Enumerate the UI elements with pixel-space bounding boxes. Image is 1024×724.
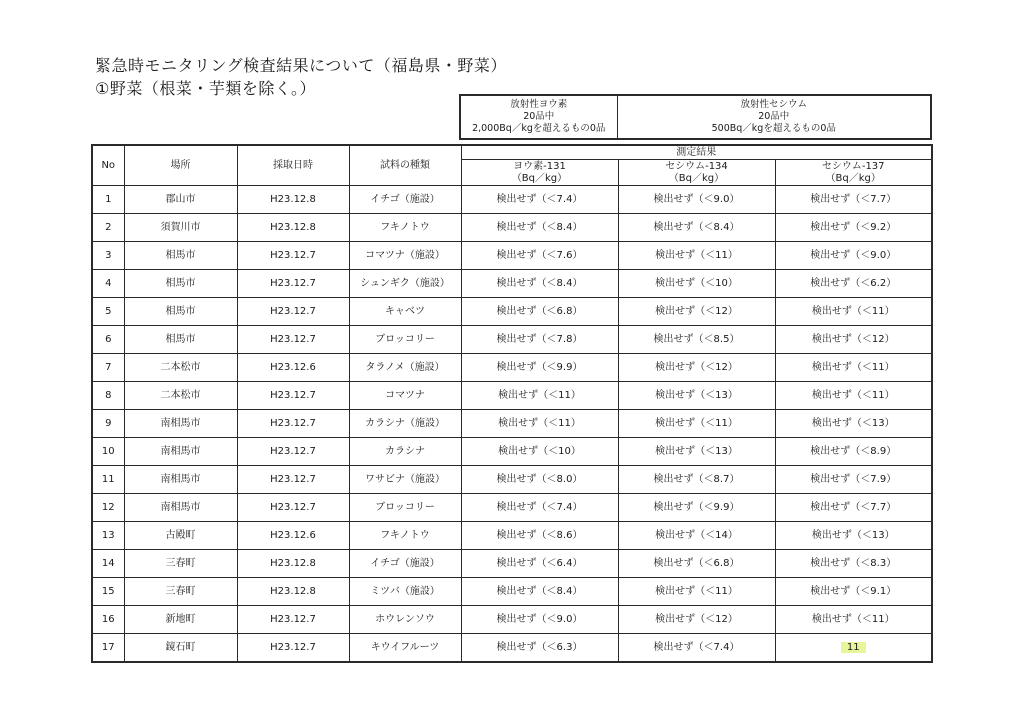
cell-date: H23.12.8 bbox=[237, 578, 349, 606]
cell-cs134: 検出せず（＜10） bbox=[618, 270, 775, 298]
cell-cs134: 検出せず（＜9.9） bbox=[618, 494, 775, 522]
cell-cs137: 検出せず（＜7.7） bbox=[775, 186, 932, 214]
cell-date: H23.12.8 bbox=[237, 550, 349, 578]
cell-i131: 検出せず（＜7.6） bbox=[461, 242, 618, 270]
cell-date: H23.12.7 bbox=[237, 270, 349, 298]
table-row bbox=[92, 494, 932, 522]
table-row bbox=[92, 606, 932, 634]
cell-cs134: 検出せず（＜8.7） bbox=[618, 466, 775, 494]
cell-place: 三春町 bbox=[124, 578, 237, 606]
cell-place: 相馬市 bbox=[124, 242, 237, 270]
cell-sample: ブロッコリー bbox=[349, 494, 461, 522]
cell-date: H23.12.7 bbox=[237, 242, 349, 270]
cell-i131: 検出せず（＜7.4） bbox=[461, 186, 618, 214]
cell-place: 南相馬市 bbox=[124, 494, 237, 522]
cell-sample: キャベツ bbox=[349, 298, 461, 326]
cell-place: 須賀川市 bbox=[124, 214, 237, 242]
cell-place: 南相馬市 bbox=[124, 410, 237, 438]
cell-sample: コマツナ bbox=[349, 382, 461, 410]
table-row bbox=[92, 270, 932, 298]
summary-iodine-threshold: 2,000Bq／kgを超えるもの0品 bbox=[472, 123, 606, 134]
cell-date: H23.12.6 bbox=[237, 522, 349, 550]
cell-i131: 検出せず（＜9.9） bbox=[461, 354, 618, 382]
cell-no: 2 bbox=[92, 214, 124, 242]
cell-i131: 検出せず（＜7.4） bbox=[461, 494, 618, 522]
cell-place: 鏡石町 bbox=[124, 634, 237, 663]
cell-cs137: 検出せず（＜11） bbox=[775, 606, 932, 634]
cell-cs137: 検出せず（＜9.2） bbox=[775, 214, 932, 242]
table-row bbox=[92, 634, 932, 663]
cell-cs137: 検出せず（＜8.3） bbox=[775, 550, 932, 578]
cell-i131: 検出せず（＜10） bbox=[461, 438, 618, 466]
cell-date: H23.12.8 bbox=[237, 214, 349, 242]
cell-date: H23.12.7 bbox=[237, 410, 349, 438]
cell-place: 新地町 bbox=[124, 606, 237, 634]
cell-date: H23.12.7 bbox=[237, 494, 349, 522]
cell-cs134: 検出せず（＜8.4） bbox=[618, 214, 775, 242]
table-row bbox=[92, 354, 932, 382]
cell-cs137: 検出せず（＜13） bbox=[775, 522, 932, 550]
header-cs134-unit: （Bq／kg） bbox=[668, 172, 725, 184]
cell-place: 二本松市 bbox=[124, 354, 237, 382]
cell-sample: イチゴ（施設） bbox=[349, 550, 461, 578]
cell-sample: ワサビナ（施設） bbox=[349, 466, 461, 494]
table-row bbox=[92, 382, 932, 410]
cell-cs137: 検出せず（＜9.0） bbox=[775, 242, 932, 270]
cell-sample: ブロッコリー bbox=[349, 326, 461, 354]
highlighted-value: 11 bbox=[841, 642, 866, 653]
cell-cs134: 検出せず（＜12） bbox=[618, 298, 775, 326]
summary-iodine-count: 20品中 bbox=[523, 111, 555, 122]
cell-i131: 検出せず（＜8.4） bbox=[461, 270, 618, 298]
cell-place: 古殿町 bbox=[124, 522, 237, 550]
table-row bbox=[92, 298, 932, 326]
cell-i131: 検出せず（＜11） bbox=[461, 410, 618, 438]
table-row bbox=[92, 466, 932, 494]
summary-table bbox=[459, 94, 932, 140]
header-result: 測定結果 bbox=[461, 145, 932, 160]
table-row bbox=[92, 326, 932, 354]
cell-no: 17 bbox=[92, 634, 124, 663]
cell-cs137: 検出せず（＜9.1） bbox=[775, 578, 932, 606]
cell-i131: 検出せず（＜6.3） bbox=[461, 634, 618, 663]
cell-cs137: 検出せず（＜13） bbox=[775, 410, 932, 438]
cell-cs134: 検出せず（＜11） bbox=[618, 578, 775, 606]
cell-date: H23.12.8 bbox=[237, 186, 349, 214]
cell-place: 郡山市 bbox=[124, 186, 237, 214]
cell-place: 南相馬市 bbox=[124, 438, 237, 466]
cell-cs134: 検出せず（＜8.5） bbox=[618, 326, 775, 354]
cell-cs134: 検出せず（＜11） bbox=[618, 242, 775, 270]
cell-no: 6 bbox=[92, 326, 124, 354]
cell-sample: カラシナ bbox=[349, 438, 461, 466]
table-row bbox=[92, 578, 932, 606]
header-cs134-label: セシウム-134 bbox=[665, 160, 728, 172]
table-row bbox=[92, 550, 932, 578]
cell-cs134: 検出せず（＜7.4） bbox=[618, 634, 775, 663]
cell-no: 9 bbox=[92, 410, 124, 438]
cell-date: H23.12.6 bbox=[237, 354, 349, 382]
cell-cs137: 検出せず（＜7.7） bbox=[775, 494, 932, 522]
cell-no: 5 bbox=[92, 298, 124, 326]
cell-no: 1 bbox=[92, 186, 124, 214]
cell-cs134: 検出せず（＜6.8） bbox=[618, 550, 775, 578]
header-place: 場所 bbox=[124, 145, 237, 186]
cell-sample: ホウレンソウ bbox=[349, 606, 461, 634]
header-date: 採取日時 bbox=[237, 145, 349, 186]
results-body bbox=[92, 186, 932, 663]
cell-place: 二本松市 bbox=[124, 382, 237, 410]
summary-cesium-count: 20品中 bbox=[758, 111, 790, 122]
cell-cs134: 検出せず（＜14） bbox=[618, 522, 775, 550]
table-row bbox=[92, 522, 932, 550]
cell-date: H23.12.7 bbox=[237, 606, 349, 634]
cell-sample: コマツナ（施設） bbox=[349, 242, 461, 270]
header-i131-unit: （Bq／kg） bbox=[511, 172, 568, 184]
cell-cs134: 検出せず（＜13） bbox=[618, 438, 775, 466]
cell-no: 3 bbox=[92, 242, 124, 270]
cell-date: H23.12.7 bbox=[237, 298, 349, 326]
cell-no: 11 bbox=[92, 466, 124, 494]
cell-sample: フキノトウ bbox=[349, 522, 461, 550]
cell-cs134: 検出せず（＜11） bbox=[618, 410, 775, 438]
header-cs137-unit: （Bq／kg） bbox=[825, 172, 881, 184]
cell-sample: シュンギク（施設） bbox=[349, 270, 461, 298]
cell-cs137: 検出せず（＜12） bbox=[775, 326, 932, 354]
cell-i131: 検出せず（＜6.4） bbox=[461, 550, 618, 578]
results-table bbox=[91, 144, 933, 663]
cell-place: 相馬市 bbox=[124, 298, 237, 326]
cell-cs137: 検出せず（＜11） bbox=[775, 298, 932, 326]
header-sample: 試料の種類 bbox=[349, 145, 461, 186]
cell-i131: 検出せず（＜6.8） bbox=[461, 298, 618, 326]
cell-place: 南相馬市 bbox=[124, 466, 237, 494]
table-row bbox=[92, 214, 932, 242]
cell-sample: フキノトウ bbox=[349, 214, 461, 242]
cell-i131: 検出せず（＜8.6） bbox=[461, 522, 618, 550]
cell-date: H23.12.7 bbox=[237, 634, 349, 663]
summary-iodine-label: 放射性ヨウ素 bbox=[510, 99, 568, 110]
cell-no: 12 bbox=[92, 494, 124, 522]
cell-no: 4 bbox=[92, 270, 124, 298]
cell-place: 三春町 bbox=[124, 550, 237, 578]
cell-cs137: 検出せず（＜11） bbox=[775, 354, 932, 382]
cell-sample: キウイフルーツ bbox=[349, 634, 461, 663]
cell-date: H23.12.7 bbox=[237, 438, 349, 466]
cell-date: H23.12.7 bbox=[237, 466, 349, 494]
header-i131-label: ヨウ素-131 bbox=[513, 160, 566, 172]
header-cs137 bbox=[775, 160, 932, 186]
cell-date: H23.12.7 bbox=[237, 382, 349, 410]
table-row bbox=[92, 242, 932, 270]
cell-sample: カラシナ（施設） bbox=[349, 410, 461, 438]
cell-cs137: 検出せず（＜7.9） bbox=[775, 466, 932, 494]
cell-sample: イチゴ（施設） bbox=[349, 186, 461, 214]
cell-sample: ミツバ（施設） bbox=[349, 578, 461, 606]
cell-no: 14 bbox=[92, 550, 124, 578]
cell-i131: 検出せず（＜11） bbox=[461, 382, 618, 410]
cell-date: H23.12.7 bbox=[237, 326, 349, 354]
cell-place: 相馬市 bbox=[124, 326, 237, 354]
cell-no: 15 bbox=[92, 578, 124, 606]
page-subtitle: ①野菜（根菜・芋類を除く。） bbox=[95, 79, 317, 98]
cell-cs134: 検出せず（＜12） bbox=[618, 606, 775, 634]
cell-cs134: 検出せず（＜13） bbox=[618, 382, 775, 410]
cell-no: 8 bbox=[92, 382, 124, 410]
summary-cesium-cell bbox=[617, 95, 931, 139]
cell-no: 7 bbox=[92, 354, 124, 382]
cell-no: 13 bbox=[92, 522, 124, 550]
cell-i131: 検出せず（＜8.4） bbox=[461, 214, 618, 242]
cell-cs137 bbox=[775, 634, 932, 663]
cell-cs134: 検出せず（＜9.0） bbox=[618, 186, 775, 214]
table-row bbox=[92, 410, 932, 438]
cell-place: 相馬市 bbox=[124, 270, 237, 298]
page-title: 緊急時モニタリング検査結果について（福島県・野菜） bbox=[95, 56, 507, 75]
header-cs137-label: セシウム-137 bbox=[821, 160, 885, 172]
cell-no: 16 bbox=[92, 606, 124, 634]
table-row bbox=[92, 438, 932, 466]
summary-cesium-label: 放射性セシウム bbox=[740, 99, 807, 110]
header-cs134 bbox=[618, 160, 775, 186]
summary-iodine-cell bbox=[460, 95, 617, 139]
cell-cs137: 検出せず（＜8.9） bbox=[775, 438, 932, 466]
header-i131 bbox=[461, 160, 618, 186]
cell-cs137: 検出せず（＜6.2） bbox=[775, 270, 932, 298]
cell-i131: 検出せず（＜7.8） bbox=[461, 326, 618, 354]
summary-cesium-threshold: 500Bq／kgを超えるもの0品 bbox=[711, 123, 836, 134]
table-row bbox=[92, 186, 932, 214]
cell-sample: タラノメ（施設） bbox=[349, 354, 461, 382]
header-no: No bbox=[92, 145, 124, 186]
cell-no: 10 bbox=[92, 438, 124, 466]
cell-i131: 検出せず（＜9.0） bbox=[461, 606, 618, 634]
cell-cs137: 検出せず（＜11） bbox=[775, 382, 932, 410]
cell-i131: 検出せず（＜8.0） bbox=[461, 466, 618, 494]
cell-i131: 検出せず（＜8.4） bbox=[461, 578, 618, 606]
cell-cs134: 検出せず（＜12） bbox=[618, 354, 775, 382]
